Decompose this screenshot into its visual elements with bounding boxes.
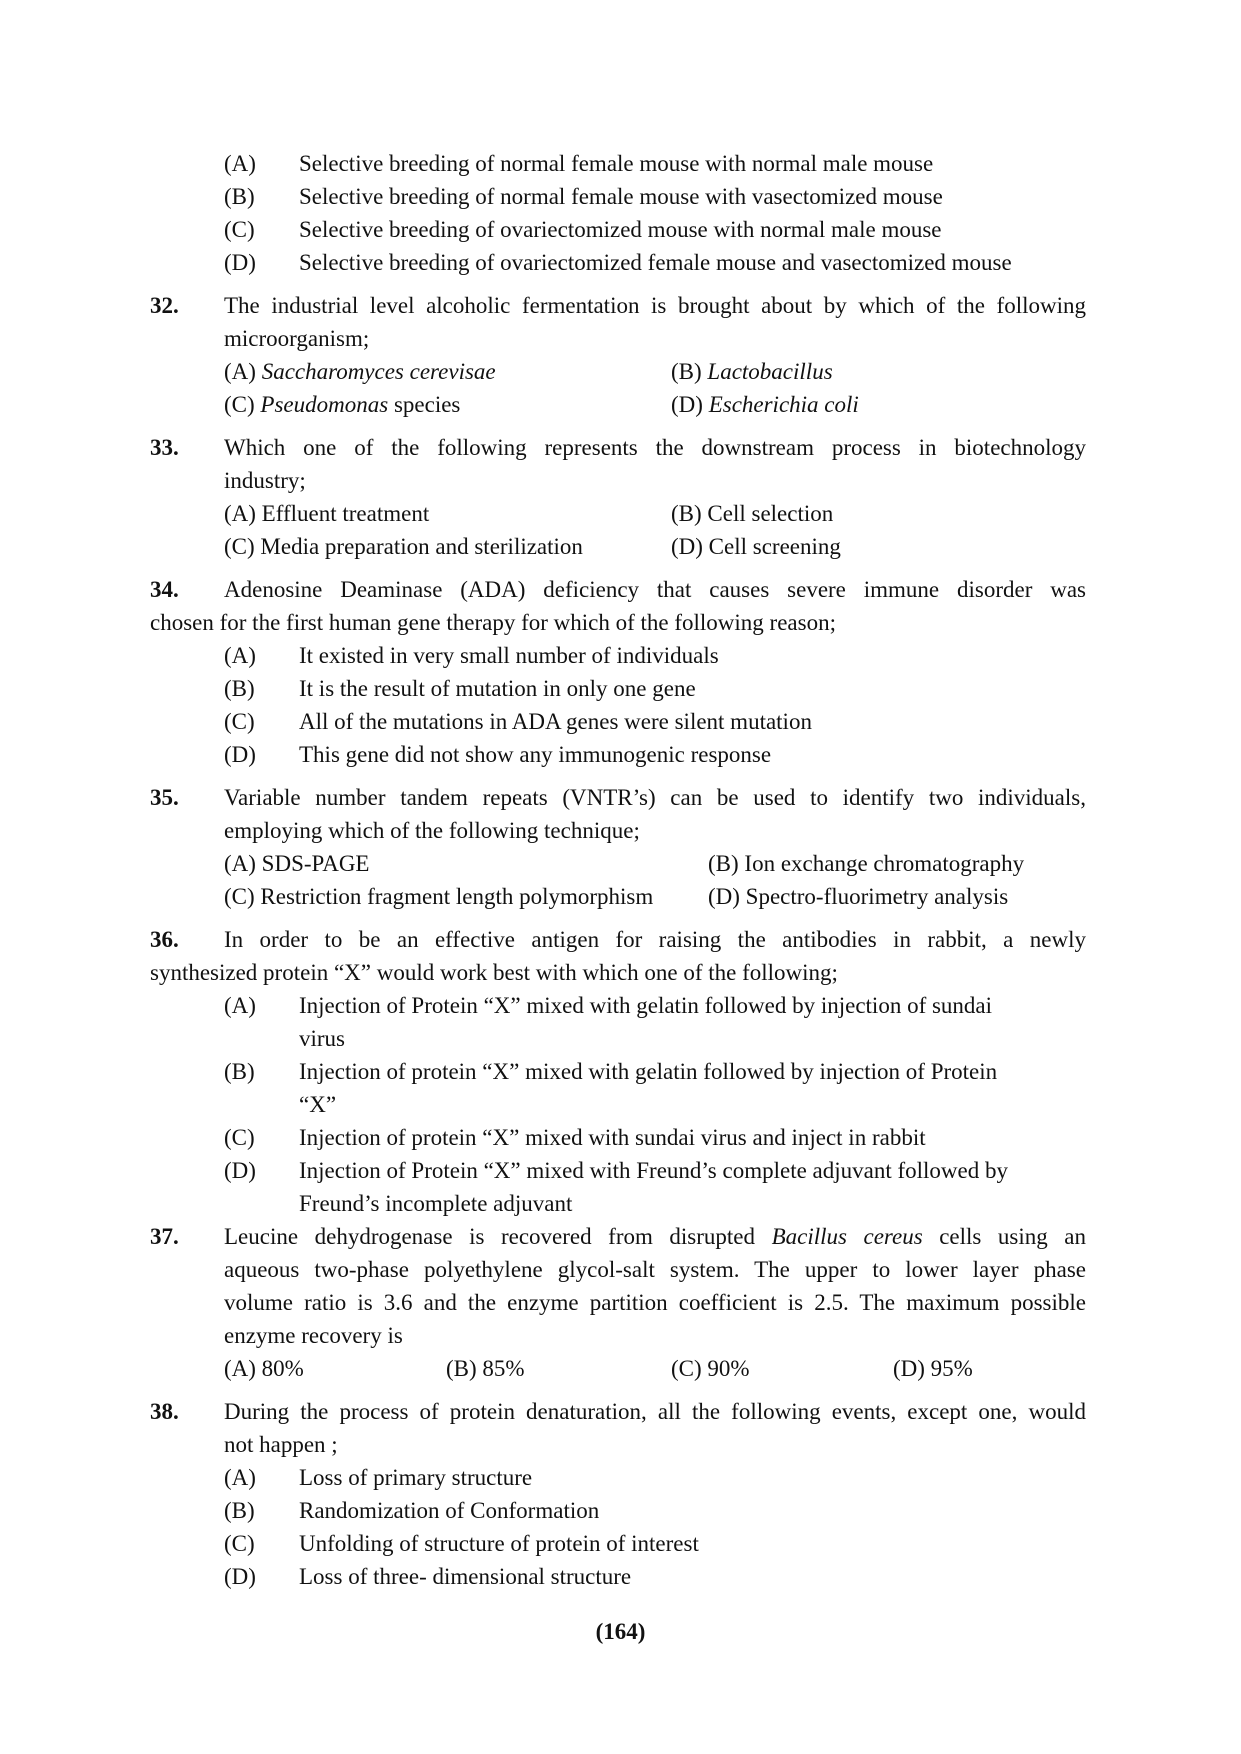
q31-option-b-letter: (B) bbox=[224, 184, 255, 209]
question-stem-line: enzyme recovery is bbox=[224, 1323, 403, 1348]
question-number: 37. bbox=[150, 1224, 179, 1249]
question-stem-line: volume ratio is 3.6 and the enzyme partition coefficient is 2.5. The maximum possible bbox=[224, 1290, 1086, 1315]
q32-option-a bbox=[224, 360, 496, 383]
q38-option-a-letter: (A) bbox=[224, 1465, 256, 1490]
q36-option-d-text: Injection of Protein “X” mixed with Freund’s complete adjuvant followed by bbox=[299, 1158, 1009, 1183]
stem-text: Leucine dehydrogenase is recovered from disrupted bbox=[224, 1224, 772, 1249]
q36-option-c-letter: (C) bbox=[224, 1125, 255, 1150]
question-stem-line: The industrial level alcoholic fermentation is brought about by which of the following bbox=[224, 293, 1086, 318]
q37-option-b: (B) 85% bbox=[446, 1356, 525, 1381]
question-number: 33. bbox=[150, 435, 179, 460]
q31-option-a-text: Selective breeding of normal female mouse with normal male mouse bbox=[299, 151, 934, 176]
q31-option-a-letter: (A) bbox=[224, 151, 256, 176]
question-stem-line: chosen for the first human gene therapy for which of the following reason; bbox=[150, 610, 836, 635]
q38-option-b-text: Randomization of Conformation bbox=[299, 1498, 600, 1523]
q36-option-c-text: Injection of protein “X” mixed with sundai virus and inject in rabbit bbox=[299, 1125, 926, 1150]
q32-option-d bbox=[671, 393, 859, 416]
question-stem-line: Variable number tandem repeats (VNTR’s) can be used to identify two individuals, bbox=[224, 785, 1086, 810]
question-stem-line: synthesized protein “X” would work best with which one of the following; bbox=[150, 960, 838, 985]
q33-option-c: (C) Media preparation and sterilization bbox=[224, 534, 583, 559]
organism-name: Escherichia coli bbox=[708, 392, 859, 417]
question-number: 38. bbox=[150, 1399, 179, 1424]
option-label: (D) bbox=[671, 392, 709, 417]
q37-option-c: (C) 90% bbox=[671, 1356, 750, 1381]
question-number: 32. bbox=[150, 293, 179, 318]
q34-option-b-letter: (B) bbox=[224, 676, 255, 701]
q36-option-a-text: Injection of Protein “X” mixed with gelatin followed by injection of sundai bbox=[299, 993, 993, 1018]
q38-option-d-text: Loss of three- dimensional structure bbox=[299, 1564, 632, 1589]
q31-option-c-letter: (C) bbox=[224, 217, 255, 242]
option-label: (B) bbox=[671, 359, 708, 384]
q36-option-a-text-cont: virus bbox=[299, 1026, 345, 1051]
question-stem-line: In order to be an effective antigen for raising the antibodies in rabbit, a newly bbox=[224, 927, 1086, 952]
option-suffix: species bbox=[388, 392, 461, 417]
organism-name: Pseudomonas bbox=[260, 392, 389, 417]
q33-option-b: (B) Cell selection bbox=[671, 501, 834, 526]
q38-option-c-letter: (C) bbox=[224, 1531, 255, 1556]
organism-name: Lactobacillus bbox=[707, 359, 833, 384]
q34-option-b-text: It is the result of mutation in only one gene bbox=[299, 676, 696, 701]
question-stem-line: During the process of protein denaturation, all the following events, except one, would bbox=[224, 1399, 1086, 1424]
organism-name: Saccharomyces cerevisae bbox=[261, 359, 496, 384]
q34-option-d-text: This gene did not show any immunogenic response bbox=[299, 742, 772, 767]
q37-option-d: (D) 95% bbox=[893, 1356, 973, 1381]
q37-option-a: (A) 80% bbox=[224, 1356, 304, 1381]
q36-option-b-letter: (B) bbox=[224, 1059, 255, 1084]
question-stem-line: industry; bbox=[224, 468, 306, 493]
q32-option-c bbox=[224, 393, 460, 416]
question-stem-line: aqueous two-phase polyethylene glycol-salt system. The upper to lower layer phase bbox=[224, 1257, 1086, 1282]
question-stem-line: employing which of the following technique; bbox=[224, 818, 640, 843]
question-number: 35. bbox=[150, 785, 179, 810]
q34-option-a-text: It existed in very small number of individuals bbox=[299, 643, 719, 668]
option-label: (A) bbox=[224, 359, 262, 384]
q34-option-a-letter: (A) bbox=[224, 643, 256, 668]
q35-option-d: (D) Spectro-fluorimetry analysis bbox=[708, 884, 1009, 909]
q32-option-b bbox=[671, 360, 833, 383]
q35-option-b: (B) Ion exchange chromatography bbox=[708, 851, 1025, 876]
q35-option-c: (C) Restriction fragment length polymorphism bbox=[224, 884, 654, 909]
q38-option-d-letter: (D) bbox=[224, 1564, 256, 1589]
q33-option-d: (D) Cell screening bbox=[671, 534, 841, 559]
q35-option-a: (A) SDS-PAGE bbox=[224, 851, 370, 876]
q36-option-d-letter: (D) bbox=[224, 1158, 256, 1183]
q34-option-c-text: All of the mutations in ADA genes were silent mutation bbox=[299, 709, 812, 734]
q31-option-b-text: Selective breeding of normal female mouse with vasectomized mouse bbox=[299, 184, 943, 209]
question-number: 36. bbox=[150, 927, 179, 952]
organism-name: Bacillus cereus bbox=[771, 1224, 923, 1249]
q33-option-a: (A) Effluent treatment bbox=[224, 501, 430, 526]
q36-option-d-text-cont: Freund’s incomplete adjuvant bbox=[299, 1191, 573, 1216]
q31-option-d-text: Selective breeding of ovariectomized female mouse and vasectomized mouse bbox=[299, 250, 1012, 275]
option-label: (C) bbox=[224, 392, 261, 417]
q34-option-c-letter: (C) bbox=[224, 709, 255, 734]
question-number: 34. bbox=[150, 577, 179, 602]
q36-option-b-text-cont: “X” bbox=[299, 1092, 337, 1117]
question-stem-line bbox=[224, 1225, 1086, 1248]
q36-option-b-text: Injection of protein “X” mixed with gelatin followed by injection of Protein bbox=[299, 1059, 998, 1084]
question-stem-line: microorganism; bbox=[224, 326, 370, 351]
question-stem-line: not happen ; bbox=[224, 1432, 338, 1457]
q38-option-b-letter: (B) bbox=[224, 1498, 255, 1523]
stem-text: cells using an bbox=[922, 1224, 1086, 1249]
q38-option-c-text: Unfolding of structure of protein of interest bbox=[299, 1531, 699, 1556]
page-number: (164) bbox=[595, 1619, 646, 1644]
q31-option-c-text: Selective breeding of ovariectomized mouse with normal male mouse bbox=[299, 217, 942, 242]
question-stem-line: Adenosine Deaminase (ADA) deficiency that causes severe immune disorder was bbox=[224, 577, 1086, 602]
q38-option-a-text: Loss of primary structure bbox=[299, 1465, 533, 1490]
q36-option-a-letter: (A) bbox=[224, 993, 256, 1018]
q31-option-d-letter: (D) bbox=[224, 250, 256, 275]
q34-option-d-letter: (D) bbox=[224, 742, 256, 767]
question-stem-line: Which one of the following represents the downstream process in biotechnology bbox=[224, 435, 1086, 460]
